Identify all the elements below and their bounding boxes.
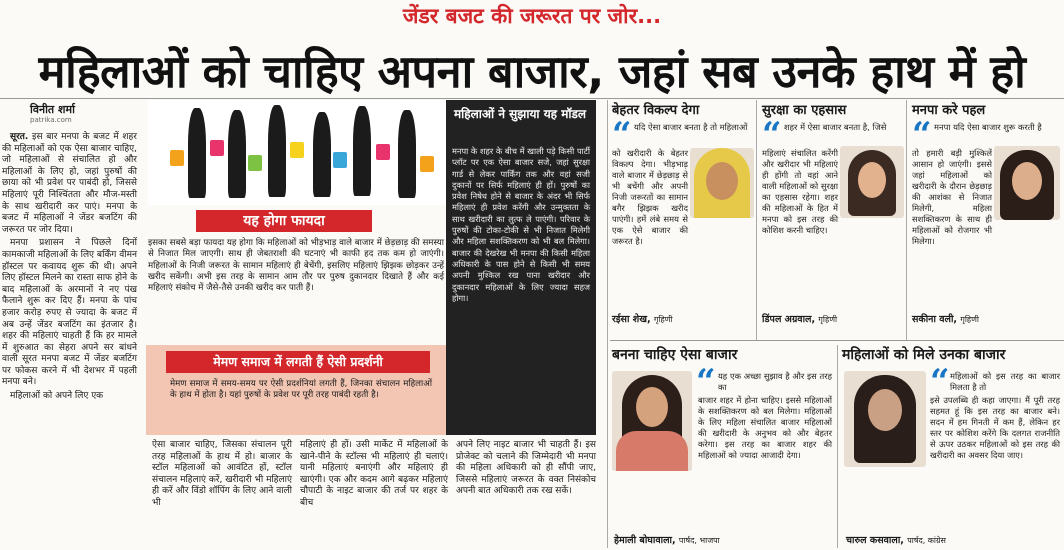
quote-signature: डिंपल अग्रवाल, गृहिणी	[762, 314, 838, 325]
quote-mark-icon: “	[762, 115, 782, 155]
quote-text: को खरीदारी के बेहतर विकल्प देगा। भीड़भाड़ वाले बाजार में छेड़छाड़ से भी बचेंगी और अपनी निजी जरूरतों का सामान बगैर झिझक खरीद पाएंगी। हमें लंबे समय से एक ऐसे बाजार की जरूरत है।	[612, 148, 688, 246]
quote-card: मनपा करे पहल “ मनपा यदि ऐसा बाजार शुरू करती है तो हमारी बड़ी मुश्किलें आसान हो जाएंगी। इससे जहां महिलाओं को खरीदारी के दौरान छेड़छाड़ की आशंका से निजात मिलेगी, महिला सशक्तिकरण के साथ ही महिलाओं को रोजगार भी मिलेगा। सकीना वली, गृहिणी	[912, 100, 1062, 338]
kicker: जेंडर बजट की जरूरत पर जोर...	[402, 4, 662, 28]
quote-title: सुरक्षा का एहसास	[762, 103, 847, 118]
quote-title: बनना चाहिए ऐसा बाजार	[612, 347, 738, 363]
person-photo	[994, 146, 1060, 220]
story-column-3: महिलाएं ही हों। उसी मार्केट में महिलाओं के खाने-पीने के स्टॉल्स भी महिलाएं ही चलाएं। यानी महिलाएं बनाएंगी और महिलाएं ही खाएंगी। एक और कदम आगे बढ़कर महिलाएं चौपाटी के नाइट बाजार की तर्ज पर शहर के बीच	[300, 440, 448, 508]
quote-title: बेहतर विकल्प देगा	[612, 103, 700, 118]
memon-title: मेमण समाज में लगती हैं ऐसी प्रदर्शनी	[166, 351, 430, 373]
shopping-illustration	[148, 100, 448, 205]
byline-source: patrika.com	[30, 116, 72, 124]
byline-author: विनीत शर्मा	[30, 103, 75, 116]
memon-text: मेमण समाज में समय-समय पर ऐसी प्रदर्शनियां लगती हैं, जिनका संचालन महिलाओं के हाथ में होता है। यहां पुरुषों के प्रवेश पर पूरी तरह पाबंदी रहती है।	[170, 379, 432, 401]
quote-card: बेहतर विकल्प देगा “ यदि ऐसा बाजार बनता है तो महिलाओं को खरीदारी के बेहतर विकल्प देगा। भीड़भाड़ वाले बाजार में छेड़छाड़ से भी बचेंगी और अपनी निजी जरूरतों का सामान बगैर झिझक खरीद पाएंगी। हमें लंबे समय से एक ऐसे बाजार की जरूरत है। रईसा शेख, गृहिणी	[612, 100, 754, 338]
dateline: सूरत.	[10, 132, 29, 142]
quote-text: महिलाएं संचालित करेंगी और खरीदार भी महिलाएं ही होंगी तो वहां आने वाली महिलाओं को सुरक्षा का एहसास रहेगा। शहर की महिलाओं के हित में मनपा को इस तरह की कोशिश करनी चाहिए।	[762, 148, 838, 235]
person-photo	[690, 148, 754, 218]
quote-card: बनना चाहिए ऐसा बाजार “ यह एक अच्छा सुझाव है और इस तरह का बाजार शहर में होना चाहिए। इससे महिलाओं के सशक्तिकरण को बल मिलेगा। महिलाओं के लिए महिला संचालित बाजार महिलाओं की खरीदारी के अनुभव को और बेहतर करेगा। इस तरह का बाजार शहर की महिलाओं को ज्यादा आजादी देगा। हेमाली बोघावाला, पार्षद, भाजपा	[612, 347, 832, 546]
benefit-title: यह होगा फायदा	[196, 210, 372, 232]
quote-mark-icon: “	[930, 362, 950, 402]
quote-signature: चारुल कसवाला, पार्षद, कांग्रेस	[846, 535, 946, 546]
quote-title: मनपा करे पहल	[912, 103, 986, 118]
headline: महिलाओं को चाहिए अपना बाजार, जहां सब उनके हाथ में हो	[38, 45, 1026, 98]
quote-title: महिलाओं को मिले उनका बाजार	[842, 347, 1006, 363]
story-p1: इस बार मनपा के बजट में शहर की महिलाओं को एक ऐसा बाजार चाहिए, जो महिलाओं से संचालित हो और महिलाओं के लिए हो, जहां पुरुषों की छाया को भी प्रवेश पर पाबंदी हो, जिससे महिलाएं पूरी निश्चिंतता और मौज-मस्ती के साथ खरीदारी कर पाएं। मनपा के बजट में महिलाओं ने जेंडर बजटिंग की जरूरत पर जोर दिया।	[2, 132, 137, 235]
story-p3: महिलाओं को अपने लिए एक	[10, 391, 104, 402]
model-text: मनपा के शहर के बीच में खाली पड़े किसी पार्टी प्लॉट पर एक ऐसा बाजार सजे, जहां सुरक्षा गार्ड से लेकर पार्किंग तक और वहां सजी दुकानों पर सिर्फ महिलाएं ही हों। पुरुषों का प्रवेश निषेध होने से बाजार के अंदर भी सिर्फ महिलाएं ही प्रवेश करेंगी और उन्मुक्तता के साथ खरीदारी का लुत्फ ले पाएंगी। परिवार के पुरुषों की टोका-टोकी से भी निजात मिलेगी और महिला सशक्तिकरण को भी बल मिलेगा। बाजार की देखरेख भी मनपा की किसी महिला अधिकारी के पास होने से किसी भी समय अपनी मुश्किल रख पाना खरीदार और दुकानदार महिलाओं के लिए ज्यादा सहज होगा।	[452, 146, 590, 303]
story-column-1	[2, 132, 137, 548]
quote-text: बाजार शहर में होना चाहिए। इससे महिलाओं के सशक्तिकरण को बल मिलेगा। महिलाओं के लिए महिला संचालित बाजार महिलाओं की खरीदारी के अनुभव को और बेहतर करेगा। इस तरह का बाजार शहर की महिलाओं को ज्यादा आजादी देगा।	[698, 395, 832, 460]
model-title: महिलाओं ने सुझाया यह मॉडल	[454, 107, 587, 121]
person-photo	[844, 371, 926, 467]
headline-rule	[0, 98, 1064, 99]
quote-signature: रईसा शेख, गृहिणी	[612, 314, 673, 325]
quote-card: महिलाओं को मिले उनका बाजार “ महिलाओं को इस तरह का बाजार मिलता है तो इसे उपलब्धि ही कहा जाएगा। मैं पूरी तरह सहमत हूं कि इस तरह का बाजार बने। सदन में हम गिनती में कम हैं, लेकिन हर स्तर पर कोशिश करेंगे कि दलगत राजनीति से ऊपर उठकर महिलाओं को इस तरह की खरीदारी का अवसर दिया जाए। चारुल कसवाला, पार्षद, कांग्रेस	[842, 347, 1060, 546]
quote-mark-icon: “	[696, 362, 716, 402]
quote-text: इसे उपलब्धि ही कहा जाएगा। मैं पूरी तरह सहमत हूं कि इस तरह का बाजार बने। सदन में हम गिनती में कम हैं, लेकिन हर स्तर पर कोशिश करेंगे कि दलगत राजनीति से ऊपर उठकर महिलाओं को इस तरह की खरीदारी का अवसर दिया जाए।	[930, 395, 1060, 460]
quote-mark-icon: “	[912, 115, 932, 155]
quote-signature: सकीना वली, गृहिणी	[912, 314, 980, 325]
story-column-4: अपने लिए नाइट बाजार भी चाहती हैं। इस प्रोजेक्ट को चलाने की जिम्मेदारी भी मनपा की महिला अधिकारी को ही सौंपी जाए, जिससे महिलाएं जरूरत के वक्त निसंकोच अपनी बात अधिकारी तक रख सकें।	[456, 440, 596, 497]
model-box	[446, 100, 596, 435]
quote-mark-icon: “	[612, 115, 632, 155]
person-photo	[612, 371, 692, 471]
story-p2: मनपा प्रशासन ने पिछले दिनों कामकाजी महिलाओं के लिए बर्किंग वीमन हॉस्टल पर कवायद शुरू की थी। अपने लिए हॉस्टल मिलने का रास्ता साफ होने के बाद महिलाओं के अरमानों ने नए पंख फैलाने शुरू कर दिए हैं। मनपा के पांच हजार करोड़ रुपए से ज्यादा के बजट में अब उन्हें जेंडर बजटिंग का इंतजार है। शहर की महिलाएं चाहती हैं कि हर मामले में शुरुआत का सेहरा अपने सर बांधने वाली सूरत मनपा बजट में जेंडर बजटिंग पर फोकस करने में भी देशभर में पहली मनपा बने।	[2, 238, 137, 388]
person-photo	[840, 146, 904, 218]
story-column-2: ऐसा बाजार चाहिए, जिसका संचालन पूरी तरह महिलाओं के हाथ में हो। बाजार के स्टॉल महिलाओं को आवंटित हों, स्टॉल संचालन महिलाएं करें, खरीदारी भी महिलाएं ही करें और विंडो शॉपिंग के लिए आने वाली भी	[152, 440, 292, 508]
benefit-text: इसका सबसे बड़ा फायदा यह होगा कि महिलाओं को भीड़भाड़ वाले बाजार में छेड़छाड़ की समस्या से निजात मिल जाएगी। साथ ही जेबतराशी की घटनाएं भी काफी हद तक कम हो जाएंगी। महिलाओं के निजी जरूरत के सामान महिलाएं ही बेचेंगी, इसलिए महिलाएं झिझक छोड़कर उन्हें खरीद सकेंगी। अभी इस तरह के सामान आम तौर पर पुरुष दुकानदार दिखाते हैं और कई महिलाएं संकोच में जैसे-तैसे उनकी खरीद कर पाती हैं।	[148, 238, 444, 294]
quote-signature: हेमाली बोघावाला, पार्षद, भाजपा	[614, 535, 720, 546]
memon-box	[146, 345, 446, 435]
quote-card: सुरक्षा का एहसास “ शहर में ऐसा बाजार बनता है, जिसे महिलाएं संचालित करेंगी और खरीदार भी महिलाएं ही होंगी तो वहां आने वाली महिलाओं को सुरक्षा का एहसास रहेगा। शहर की महिलाओं के हित में मनपा को इस तरह की कोशिश करनी चाहिए। डिंपल अग्रवाल, गृहिणी	[762, 100, 904, 338]
quote-text: तो हमारी बड़ी मुश्किलें आसान हो जाएंगी। इससे जहां महिलाओं को खरीदारी के दौरान छेड़छाड़ की आशंका से निजात मिलेगी, महिला सशक्तिकरण के साथ ही महिलाओं को रोजगार भी मिलेगा।	[912, 148, 992, 246]
